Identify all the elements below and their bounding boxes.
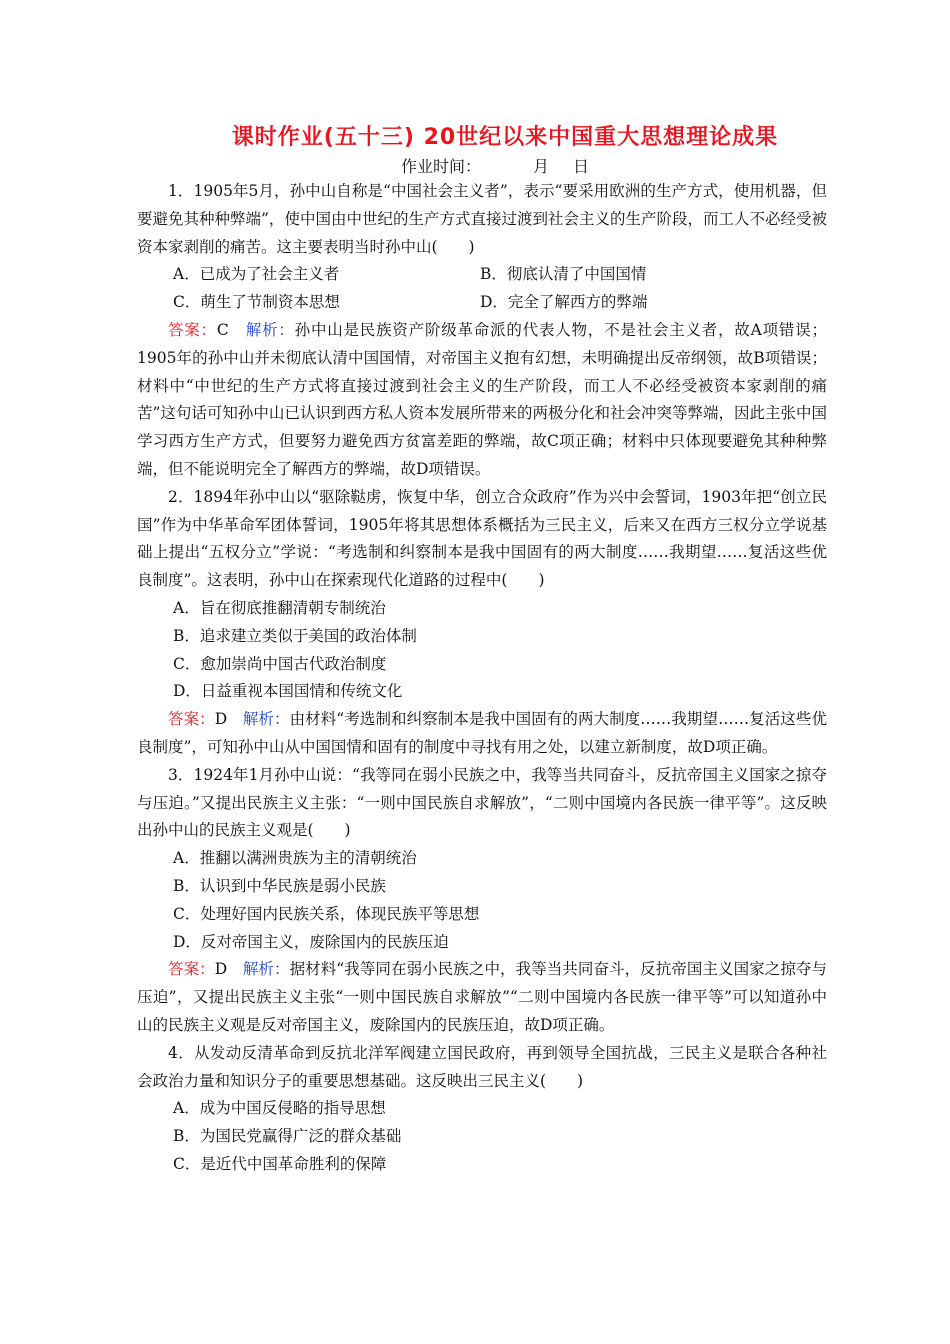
question-3-option-b: B．认识到中华民族是弱小民族 [173,876,386,895]
question-4-option-a: A．成为中国反侵略的指导思想 [173,1099,386,1118]
question-1-options-row-1 [137,261,827,289]
question-2-option-d: D．日益重视本国国情和传统文化 [173,682,403,701]
answer-value: D [214,960,228,979]
answer-label: 答案： [168,960,215,979]
day-label: 日 [573,157,590,176]
question-1-answer [137,317,827,484]
analysis-label: 解析： [242,960,290,979]
question-4-option-b: B．为国民党赢得广泛的群众基础 [173,1127,402,1146]
answer-value: D [214,710,228,729]
analysis-label: 解析： [245,320,295,339]
question-list [137,178,827,1179]
question-4-stem: 4．从发动反清革命到反抗北洋军阀建立国民政府，再到领导全国抗战，三民主义是联合各种社会政治力量和知识分子的重要思想基础。这反映出三民主义( ) [137,1043,827,1090]
question-2-option-c: C．愈加崇尚中国古代政治制度 [173,654,387,673]
answer-value: C [216,320,229,339]
analysis-text: 由材料“考选制和纠察制本是我中国固有的两大制度……我期望……复活这些优良制度”，可知孙中山从中国国情和固有的制度中寻找有用之处，以建立新制度，故D项正确。 [137,710,827,756]
question-1-option-d: D．完全了解西方的弊端 [480,293,648,312]
month-label: 月 [532,157,549,176]
question-1-options-row-2 [137,289,827,317]
question-1-option-b: B．彻底认清了中国国情 [480,265,647,284]
answer-label: 答案： [168,320,217,339]
question-2-answer [137,706,827,762]
answer-label: 答案： [168,710,215,729]
question-3-stem: 3．1924年1月孙中山说：“我等同在弱小民族之中，我等当共同奋斗，反抗帝国主义国家之掠夺与压迫。”又提出民族主义主张：“一则中国民族自求解放”，“二则中国境内各民族一律平等”。这反映出孙中山的民族主义观是( ) [137,765,827,840]
question-2-option-a: A．旨在彻底推翻清朝专制统治 [173,598,386,617]
question-3-option-a: A．推翻以满洲贵族为主的清朝统治 [173,849,417,868]
question-2-stem: 2．1894年孙中山以“驱除鞑虏，恢复中华，创立合众政府”作为兴中会誓词，1903年把“创立民国”作为中华革命军团体誓词，1905年将其思想体系概括为三民主义，后来又在西方三权分立学说基础上提出“五权分立”学说：“考选制和纠察制本是我中国固有的两大制度……我期望……复活这些优良制度”。这表明，孙中山在探索现代化道路的过程中( ) [137,487,827,590]
question-1-option-c: C．萌生了节制资本思想 [173,293,340,312]
analysis-text: 孙中山是民族资产阶级革命派的代表人物，不是社会主义者，故A项错误；1905年的孙中山并未彻底认清中国国情，对帝国主义抱有幻想，未明确提出反帝纲领，故B项错误；材料中“中世纪的生产方式将直接过渡到社会主义的生产阶段，而工人不必经受被资本家剥削的痛苦”这句话可知孙中山已认识到西方私人资本发展所带来的两极分化和社会冲突等弊端，因此主张中国学习西方生产方式，但要努力避免西方贫富差距的弊端，故C项正确；材料中只体现要避免其种种弊端，但不能说明完全了解西方的弊端，故D项错误。 [137,320,827,478]
question-2-option-b: B．追求建立类似于美国的政治体制 [173,626,417,645]
question-4-option-c: C．是近代中国革命胜利的保障 [173,1154,387,1173]
question-3-answer [137,956,827,1039]
question-3-option-d: D．反对帝国主义，废除国内的民族压迫 [173,932,449,951]
homework-date-line [0,154,950,177]
analysis-label: 解析： [242,710,290,729]
question-1-stem: 1．1905年5月，孙中山自称是“中国社会主义者”，表示“要采用欧洲的生产方式，使用机器，但要避免其种种弊端”，使中国由中世纪的生产方式直接过渡到社会主义的生产阶段，而工人不必经受被资本家剥削的痛苦。这主要表明当时孙中山( ) [137,182,827,256]
analysis-text: 据材料“我等同在弱小民族之中，我等当共同奋斗，反抗帝国主义国家之掠夺与压迫”，又提出民族主义主张“一则中国民族自求解放”“二则中国境内各民族一律平等”可以知道孙中山的民族主义观是反对帝国主义，废除国内的民族压迫，故D项正确。 [137,960,827,1034]
page-title: 课时作业(五十三) 20世纪以来中国重大思想理论成果 [231,125,779,150]
date-label: 作业时间： [400,157,481,176]
question-1-option-a: A．已成为了社会主义者 [173,265,340,284]
question-3-option-c: C．处理好国内民族关系，体现民族平等思想 [173,904,480,923]
